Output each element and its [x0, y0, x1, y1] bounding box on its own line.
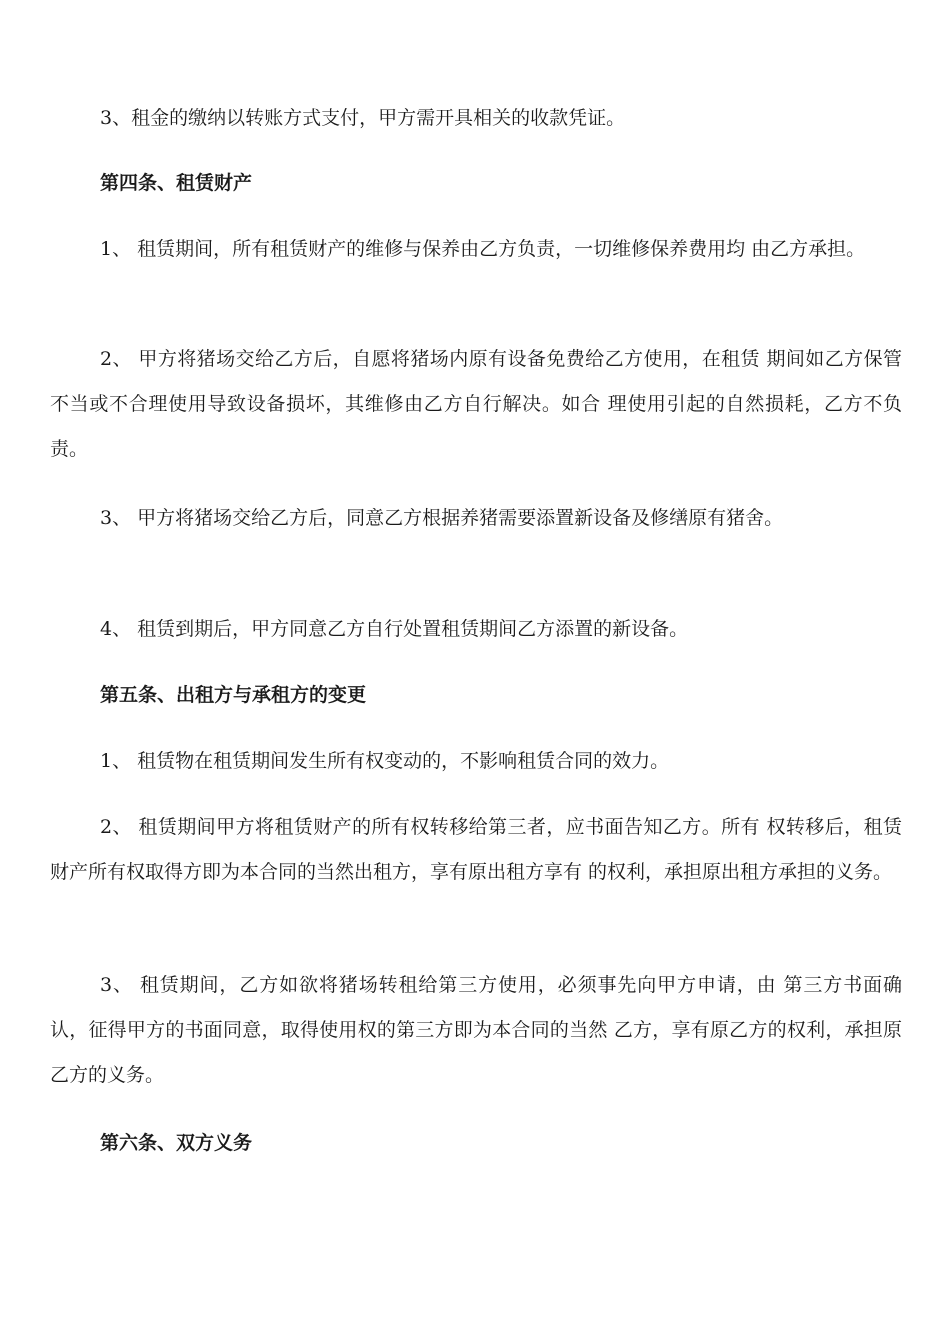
- paragraph-article3-item3: 3、租金的缴纳以转账方式支付，甲方需开具相关的收款凭证。: [100, 107, 626, 129]
- heading-article4: 第四条、租赁财产: [100, 172, 253, 194]
- paragraph-article4-item1: 1、 租赁期间，所有租赁财产的维修与保养由乙方负责，一切维修保养费用均 由乙方承担。: [100, 238, 866, 260]
- paragraph-article4-item3: 3、 甲方将猪场交给乙方后，同意乙方根据养猪需要添置新设备及修缮原有猪舍。: [100, 507, 784, 529]
- paragraph-article4-item2: 2、 甲方将猪场交给乙方后，自愿将猪场内原有设备免费给乙方使用，在租赁 期间如乙方保管不当或不合理使用导致设备损坏，其维修由乙方自行解决。如合 理使用引起的自然损耗，乙方不负责。: [50, 348, 902, 460]
- heading-article6: 第六条、双方义务: [100, 1132, 253, 1154]
- paragraph-article5-item2: 2、 租赁期间甲方将租赁财产的所有权转移给第三者，应书面告知乙方。所有 权转移后，租赁财产所有权取得方即为本合同的当然出租方，享有原出租方享有 的权利，承担原出租方承担的义务。: [50, 816, 902, 883]
- paragraph-article4-item4: 4、 租赁到期后，甲方同意乙方自行处置租赁期间乙方添置的新设备。: [100, 618, 689, 640]
- paragraph-article5-item1: 1、 租赁物在租赁期间发生所有权变动的，不影响租赁合同的效力。: [100, 750, 670, 772]
- heading-article5: 第五条、出租方与承租方的变更: [100, 684, 367, 706]
- paragraph-article5-item3: 3、 租赁期间，乙方如欲将猪场转租给第三方使用，必须事先向甲方申请，由 第三方书面确认，征得甲方的书面同意，取得使用权的第三方即为本合同的当然 乙方，享有原乙方的权利，承担原乙方的义务。: [50, 974, 902, 1086]
